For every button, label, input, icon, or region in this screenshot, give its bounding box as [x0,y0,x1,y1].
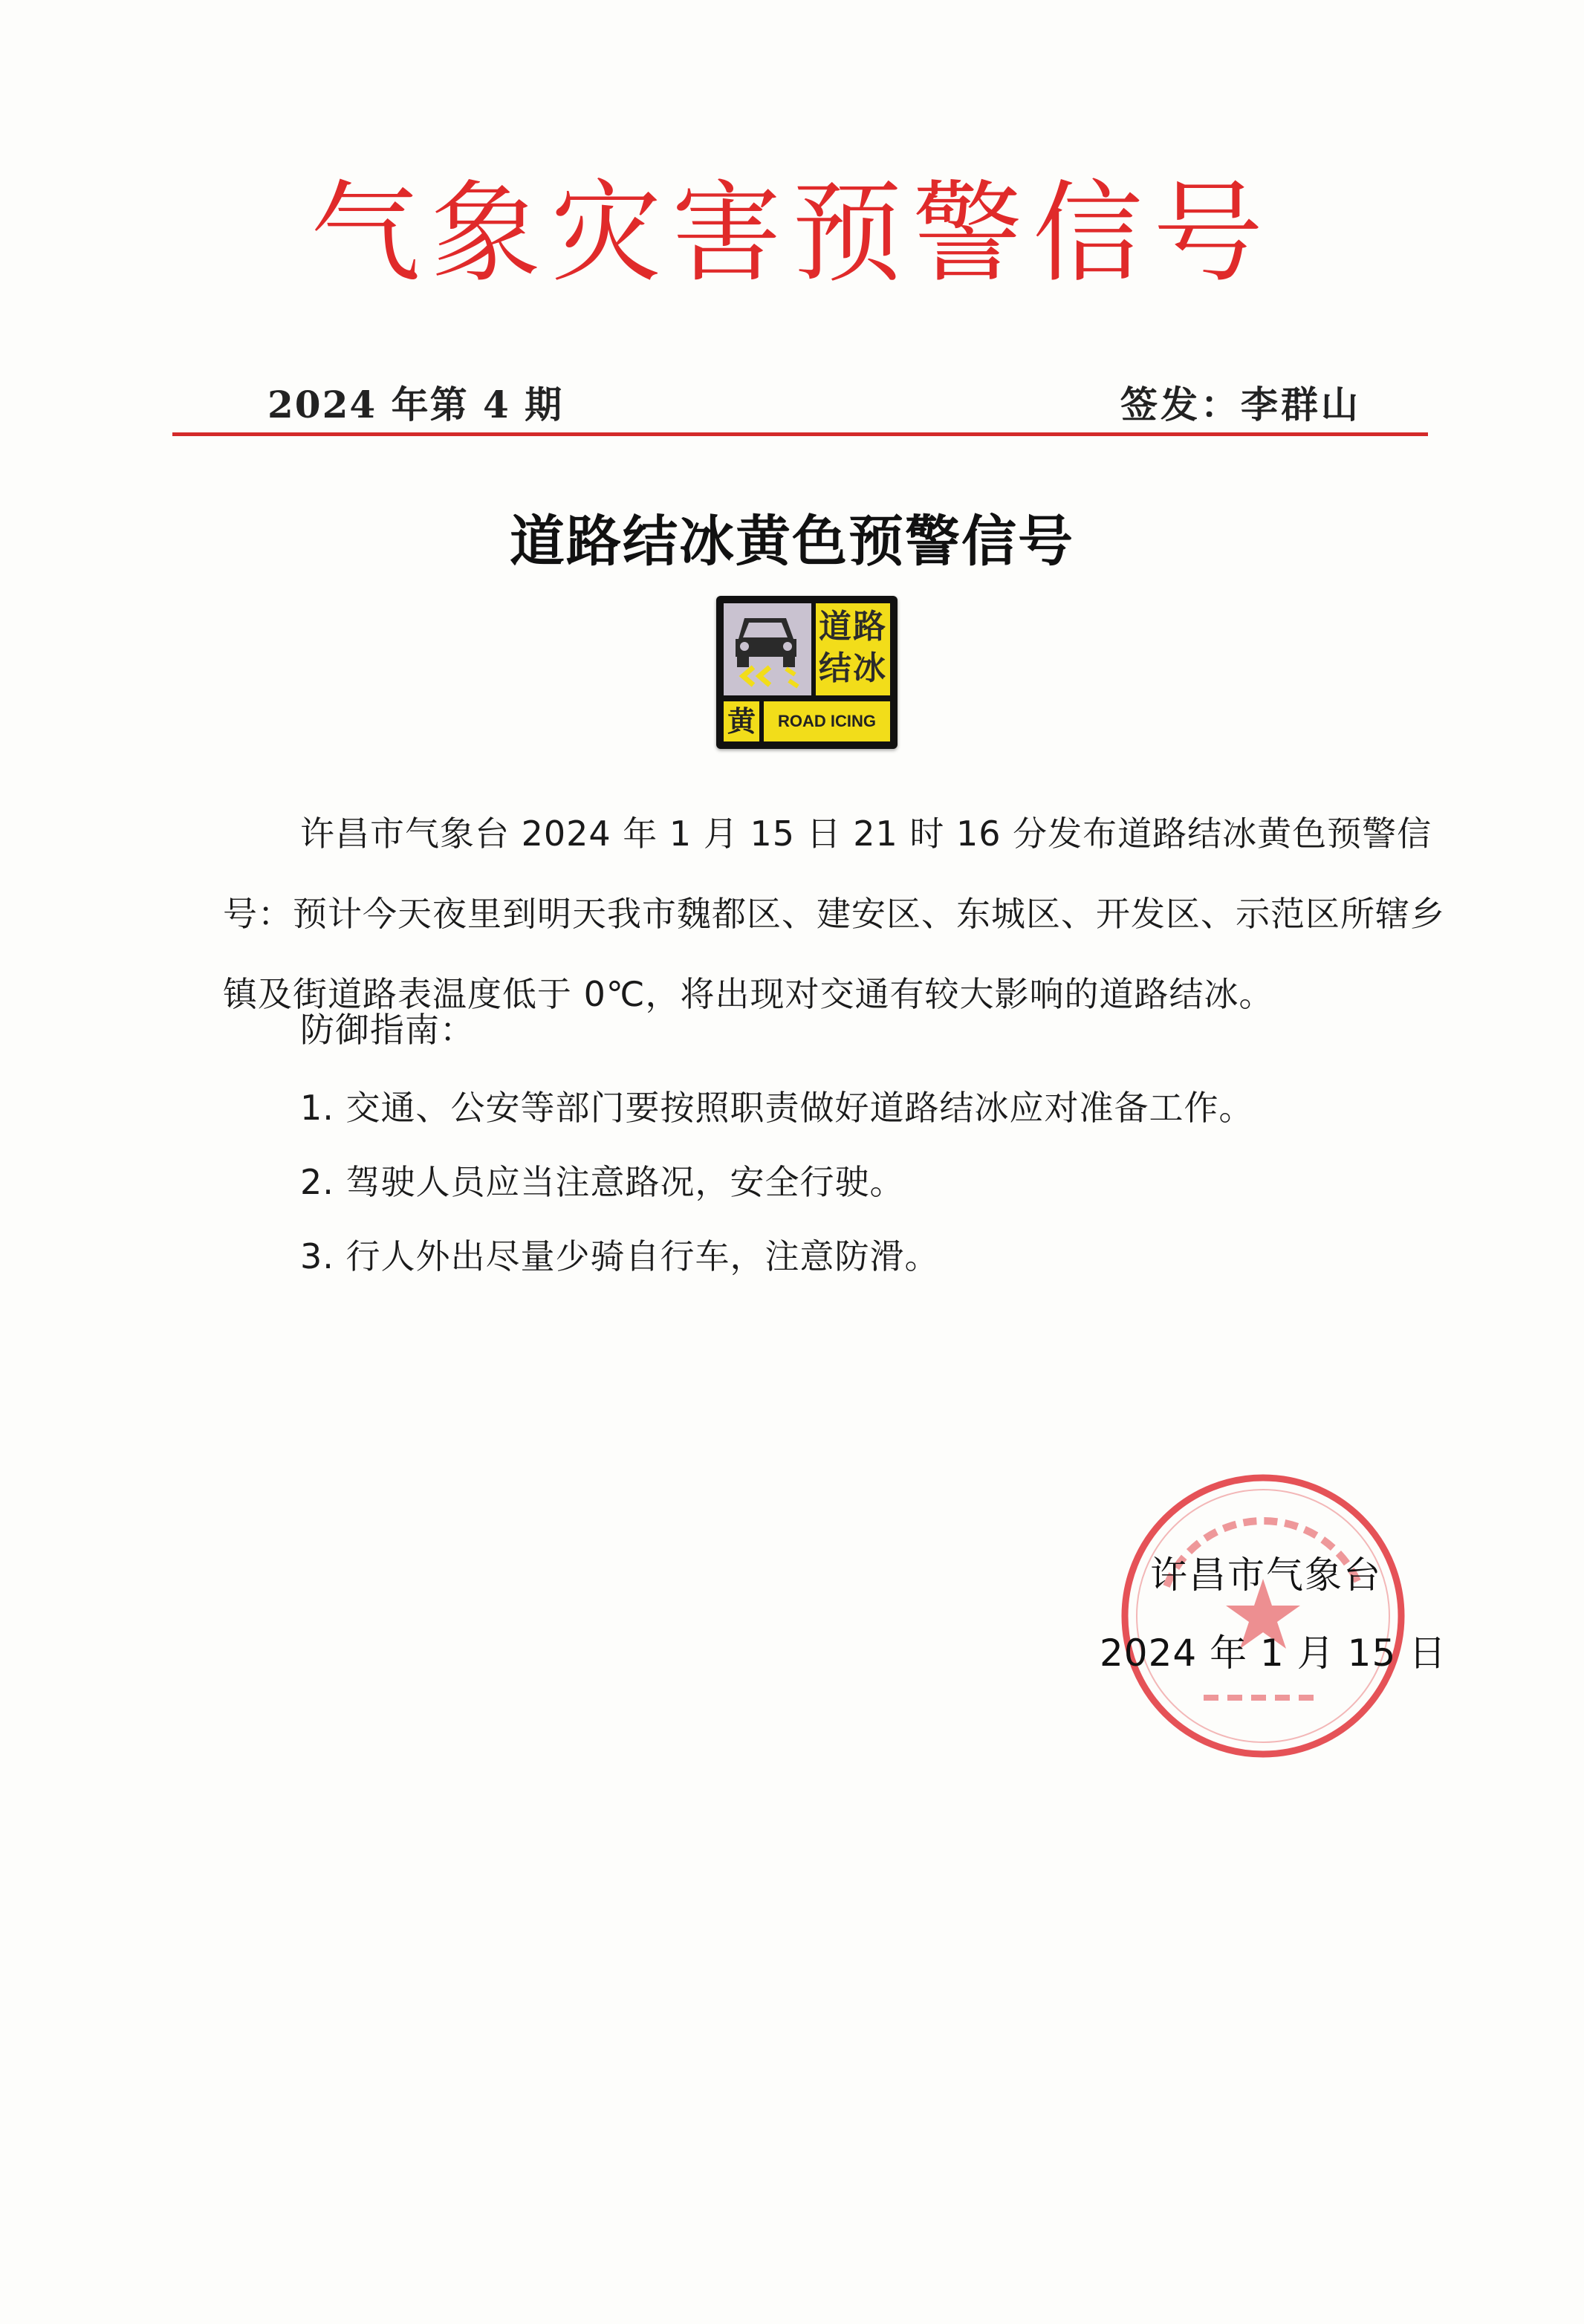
car-skid-graphic [724,603,811,695]
guide-item: 3. 行人外出尽量少骑自行车，注意防滑。 [300,1236,940,1276]
car-skid-icon [724,603,811,695]
issue-date: 2024 年 1 月 15 日 [1100,1632,1447,1675]
official-seal [1114,1467,1412,1765]
guide-heading: 防御指南： [300,1010,475,1050]
masthead-title: 气象灾害预警信号 [311,169,1273,297]
announcement-paragraph: 许昌市气象台 2024 年 1 月 15 日 21 时 16 分发布道路结冰黄色预警信号：预计今天夜里到明天我市魏都区、建安区、东城区、开发区、示范区所辖乡镇及街道路表温度低于 0℃，将出现对交通有较大影响的道路结冰。 [223,814,1445,1014]
document-title: 道路结冰黄色预警信号 [510,510,1074,574]
guide-item: 1. 交通、公安等部门要按照职责做好道路结冰应对准备工作。 [300,1088,1254,1128]
red-divider [172,432,1428,436]
signer: 签发：李群山 [1120,383,1361,426]
road-icing-warning-icon [716,596,898,749]
issuer-organization: 许昌市气象台 [1150,1554,1382,1597]
warning-grade-label: 黄 [724,701,759,741]
guide-item: 2. 驾驶人员应当注意路况，安全行驶。 [300,1162,905,1202]
road-icing-cn-label: 道路结冰 [819,608,887,687]
issue-number: 2024 年第 4 期 [267,383,564,426]
road-icing-en-label: ROAD ICING [764,701,890,741]
road-icing-label-panel [816,603,890,695]
